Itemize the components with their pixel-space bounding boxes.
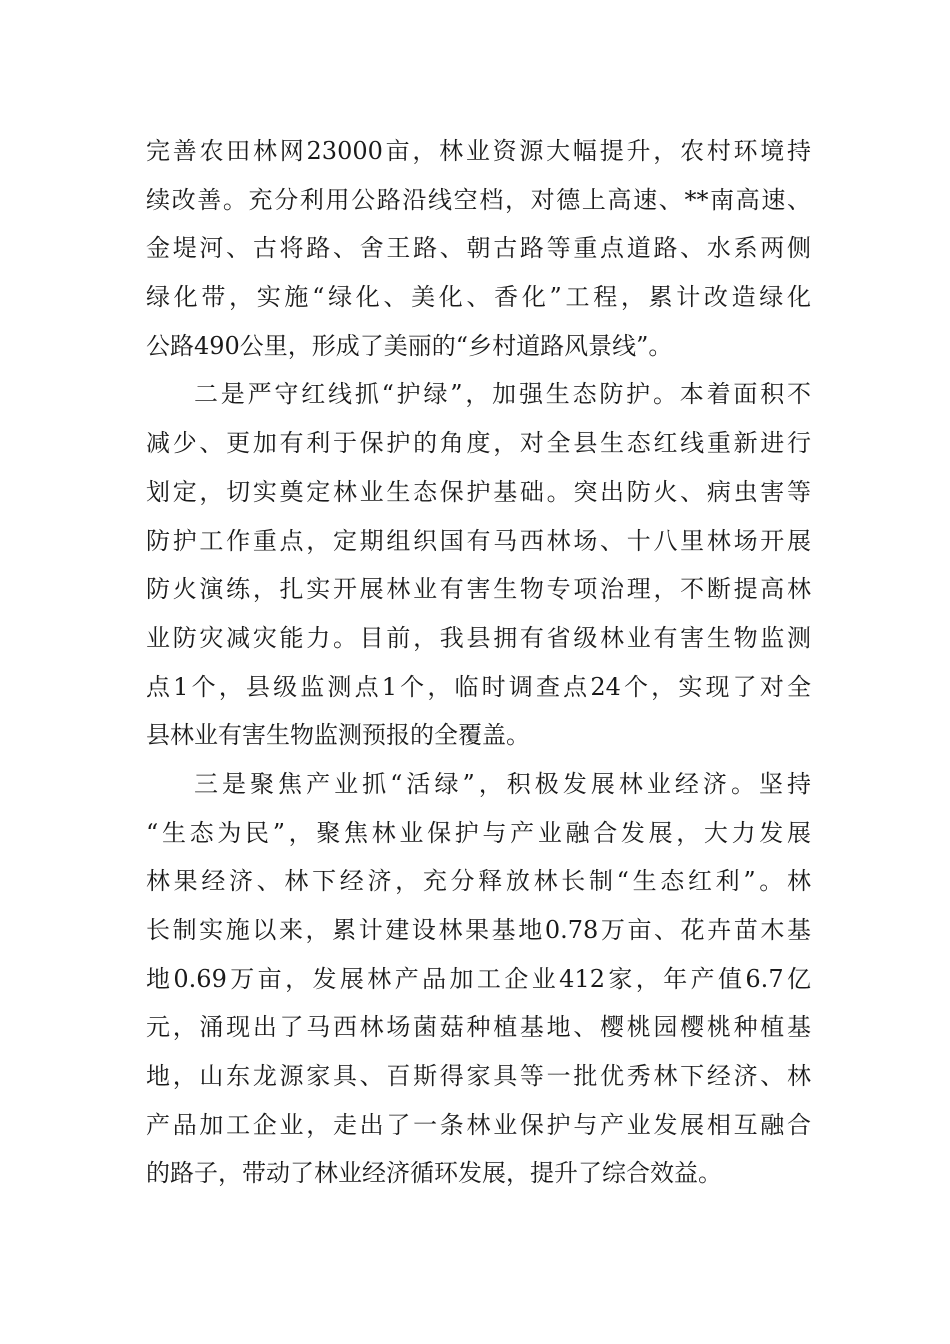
paragraph-line: 地0.69万亩，发展林产品加工企业412家，年产值6.7亿 [146,964,811,993]
paragraph-line: 完善农田林网23000亩，林业资源大幅提升，农村环境持 [146,137,811,165]
document-body [146,127,811,1198]
paragraph-line: 减少、更加有利于保护的角度，对全县生态红线重新进行 [146,429,811,458]
paragraph-line: 林果经济、林下经济，充分释放林长制“生态红利”。林 [146,867,811,896]
paragraph-line: 元，涌现出了马西林场菌菇种植基地、樱桃园樱桃种植基 [146,1013,811,1042]
paragraph-line: 的路子，带动了林业经济循环发展，提升了综合效益。 [146,1159,722,1188]
paragraph-line: 点1个，县级监测点1个，临时调查点24个，实现了对全 [146,672,811,701]
paragraph-line: 长制实施以来，累计建设林果基地0.78万亩、花卉苗木基 [146,916,811,944]
paragraph-line: 三是聚焦产业抓“活绿”，积极发展林业经济。坚持 [194,769,811,798]
paragraph-line: 公路490公里，形成了美丽的“乡村道路风景线”。 [146,331,673,360]
paragraph-line: 划定，切实奠定林业生态保护基础。突出防火、病虫害等 [146,477,811,506]
paragraph-line: 产品加工企业，走出了一条林业保护与产业发展相互融合 [146,1110,811,1139]
paragraph-line: 防火演练，扎实开展林业有害生物专项治理，不断提高林 [146,575,811,604]
paragraph-3 [146,760,811,1198]
paragraph-1 [146,127,811,370]
paragraph-2 [146,370,811,760]
paragraph-line: 地，山东龙源家具、百斯得家具等一批优秀林下经济、林 [146,1062,811,1091]
paragraph-line: 二是严守红线抓“护绿”，加强生态防护。本着面积不 [194,380,811,409]
paragraph-line: “生态为民”，聚焦林业保护与产业融合发展，大力发展 [146,818,811,847]
paragraph-line: 县林业有害生物监测预报的全覆盖。 [146,721,530,750]
paragraph-line: 业防灾减灾能力。目前，我县拥有省级林业有害生物监测 [146,623,811,652]
paragraph-line: 续改善。充分利用公路沿线空档，对德上高速、**南高速、 [146,185,811,214]
paragraph-line: 绿化带，实施“绿化、美化、香化”工程，累计改造绿化 [146,283,811,312]
paragraph-line: 防护工作重点，定期组织国有马西林场、十八里林场开展 [146,526,811,555]
paragraph-line: 金堤河、古将路、舍王路、朝古路等重点道路、水系两侧 [146,234,811,263]
